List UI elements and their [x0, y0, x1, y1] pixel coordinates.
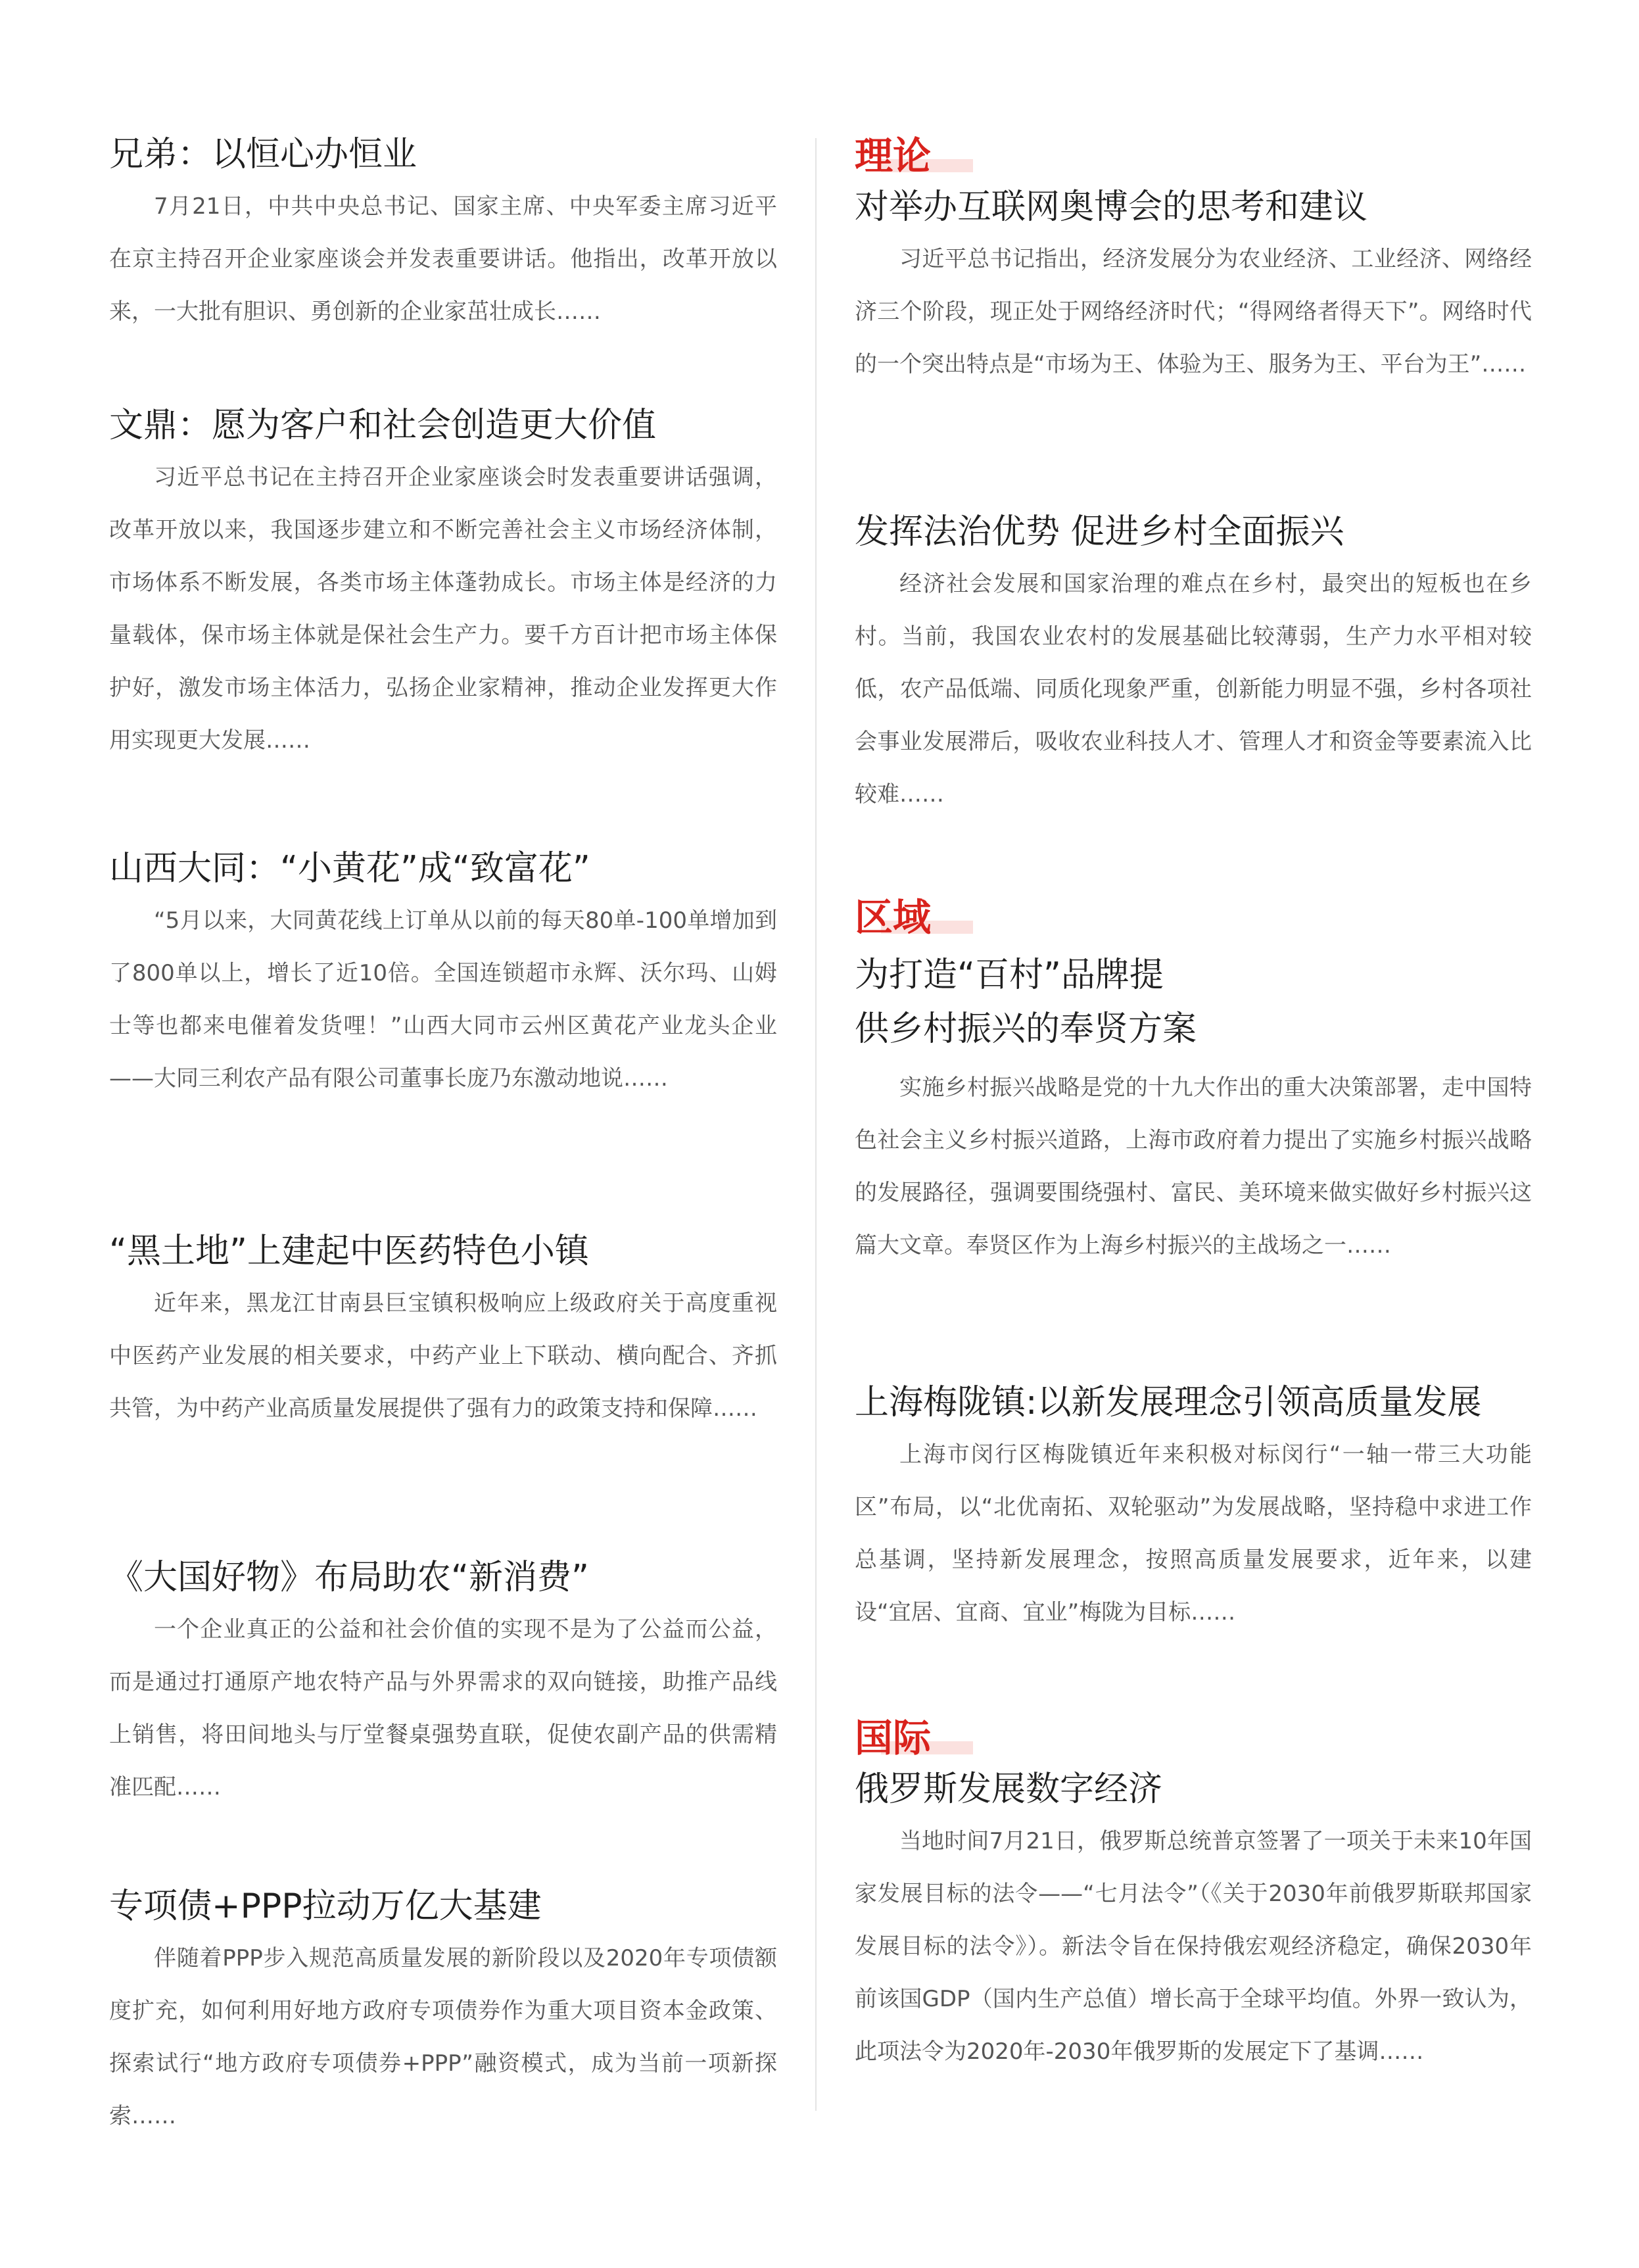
article-headline[interactable]: 俄罗斯发展数字经济 [855, 1770, 1163, 1809]
article-headline[interactable]: 为打造“百村”品牌提 供乡村振兴的奉贤方案 [855, 955, 1197, 1049]
section-label [855, 1716, 931, 1760]
article-summary: 习近平总书记指出，经济发展分为农业经济、工业经济、网络经济三个阶段，现正处于网络经济时代；“得网络者得天下”。网络时代的一个突出特点是“市场为王、体验为王、服务为王、平台为王”…… [855, 246, 1532, 377]
article-summary: 一个企业真正的公益和社会价值的实现不是为了公益而公益，而是通过打通原产地农特产品与外界需求的双向链接，助推产品线上销售，将田间地头与厅堂餐桌强势直联，促使农副产品的供需精准匹配…… [109, 1616, 777, 1800]
article-summary: 经济社会发展和国家治理的难点在乡村，最突出的短板也在乡村。当前，我国农业农村的发展基础比较薄弱，生产力水平相对较低，农产品低端、同质化现象严重，创新能力明显不强，乡村各项社会事业发展滞后，吸收农业科技人才、管理人才和资金等要素流入比较难…… [855, 571, 1532, 808]
article-daguohaowu[interactable] [109, 1557, 777, 1814]
article-summary: 上海市闵行区梅陇镇近年来积极对标闵行“一轴一带三大功能区”布局，以“北优南拓、双轮驱动”为发展战略，坚持稳中求进工作总基调，坚持新发展理念，按照高质量发展要求，近年来，以建设“宜居、宜商、宜业”梅陇为目标…… [855, 1441, 1532, 1626]
section-theory [855, 133, 1532, 808]
article-headline[interactable]: 兄弟：以恒心办恒业 [109, 135, 417, 174]
article-wending[interactable] [109, 405, 777, 767]
article-meilong[interactable] [855, 1382, 1532, 1639]
article-headline[interactable]: 《大国好物》布局助农“新消费” [109, 1558, 589, 1597]
section-label-text: 国际 [855, 1716, 932, 1760]
article-headline[interactable]: 发挥法治优势 促进乡村全面振兴 [855, 512, 1344, 552]
article-summary: 7月21日，中共中央总书记、国家主席、中央军委主席习近平在京主持召开企业家座谈会并发表重要讲话。他指出，改革开放以来，一大批有胆识、勇创新的企业家茁壮成长…… [109, 193, 777, 325]
article-headline[interactable]: 对举办互联网奥博会的思考和建议 [855, 187, 1368, 227]
article-summary: 伴随着PPP步入规范高质量发展的新阶段以及2020年专项债额度扩充，如何利用好地方政府专项债券作为重大项目资本金政策、探索试行“地方政府专项债券+PPP”融资模式，成为当前一项新探索…… [109, 1945, 777, 2129]
article-headline[interactable]: 山西大同：“小黄花”成“致富花” [109, 849, 590, 888]
article-summary: 实施乡村振兴战略是党的十九大作出的重大决策部署，走中国特色社会主义乡村振兴道路，上海市政府着力提出了实施乡村振兴战略的发展路径，强调要围绕强村、富民、美环境来做实做好乡村振兴这篇大文章。奉贤区作为上海乡村振兴的主战场之一…… [855, 1074, 1532, 1259]
article-russia-digital[interactable] [855, 1769, 1532, 2078]
section-label-text: 区域 [855, 895, 932, 940]
article-headline[interactable]: “黑土地”上建起中医药特色小镇 [109, 1232, 589, 1271]
section-region [855, 895, 1532, 1626]
article-heitudi[interactable] [109, 1231, 777, 1435]
section-label-text: 理论 [855, 133, 932, 178]
article-headline[interactable]: 上海梅陇镇:以新发展理念引领高质量发展 [855, 1383, 1482, 1422]
article-fengxian[interactable] [855, 948, 1532, 1272]
section-label [855, 134, 931, 178]
article-summary: 习近平总书记在主持召开企业家座谈会时发表重要讲话强调，改革开放以来，我国逐步建立和不断完善社会主义市场经济体制，市场体系不断发展，各类市场主体蓬勃成长。市场主体是经济的力量载体，保市场主体就是保社会生产力。要千方百计把市场主体保护好，激发市场主体活力，弘扬企业家精神，推动企业发挥更大作用实现更大发展…… [109, 464, 777, 754]
section-label [855, 896, 931, 939]
article-datong[interactable] [109, 848, 777, 1105]
section-international [855, 1716, 1532, 2065]
article-internet-expo[interactable] [855, 187, 1532, 391]
article-summary: 近年来，黑龙江甘南县巨宝镇积极响应上级政府关于高度重视中医药产业发展的相关要求，中药产业上下联动、横向配合、齐抓共管，为中药产业高质量发展提供了强有力的政策支持和保障…… [109, 1290, 777, 1422]
article-headline[interactable]: 专项债+PPP拉动万亿大基建 [109, 1887, 542, 1926]
column-divider [815, 138, 817, 2111]
article-rule-of-law[interactable] [855, 512, 1532, 821]
article-summary: 当地时间7月21日，俄罗斯总统普京签署了一项关于未来10年国家发展目标的法令——“七月法令”（《关于2030年前俄罗斯联邦国家发展目标的法令》）。新法令旨在保持俄宏观经济稳定，确保2030年前该国GDP（国内生产总值）增长高于全球平均值。外界一致认为，此项法令为2020年-2030年俄罗斯的发展定下了基调…… [855, 1828, 1532, 2065]
article-headline[interactable]: 文鼎：愿为客户和社会创造更大价值 [109, 406, 657, 445]
article-summary: “5月以来，大同黄花线上订单从以前的每天80单-100单增加到了800单以上，增长了近10倍。全国连锁超市永辉、沃尔玛、山姆士等也都来电催着发货哩！”山西大同市云州区黄花产业龙头企业——大同三利农产品有限公司董事长庞乃东激动地说…… [109, 907, 777, 1092]
article-zhuanxiangzhai[interactable] [109, 1886, 777, 2142]
article-brothers[interactable] [109, 134, 777, 338]
